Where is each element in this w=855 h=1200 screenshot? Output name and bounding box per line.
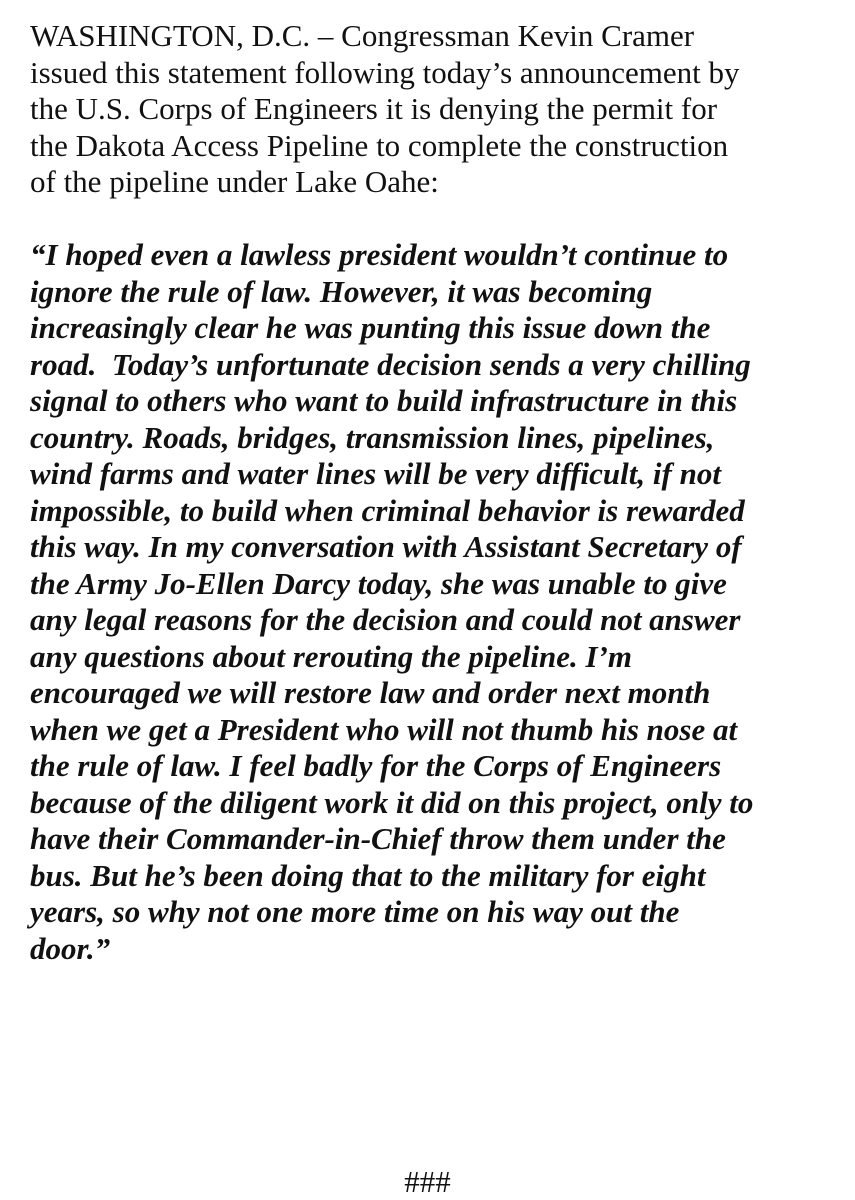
intro-line: the U.S. Corps of Engineers it is denying the permit for: [30, 91, 718, 126]
quote-line: because of the diligent work it did on this project, only to: [30, 784, 754, 820]
intro-paragraph: [30, 18, 830, 201]
intro-line: WASHINGTON, D.C. – Congressman Kevin Cramer: [30, 18, 695, 53]
statement-quote: [30, 237, 830, 967]
quote-line: bus. But he’s been doing that to the military for eight: [30, 857, 706, 893]
quote-line: the rule of law. I feel badly for the Corps of Engineers: [30, 748, 722, 783]
quote-line: increasingly clear he was punting this issue down the: [30, 310, 711, 345]
quote-line: this way. In my conversation with Assistant Secretary of: [30, 529, 742, 564]
intro-line: the Dakota Access Pipeline to complete the construction: [30, 127, 729, 163]
quote-line: when we get a President who will not thumb his nose at: [30, 711, 738, 747]
quote-line: years, so why not one more time on his way out the: [30, 894, 680, 929]
quote-line: “I hoped even a lawless president wouldn’t continue to: [30, 237, 729, 272]
quote-line: door.”: [30, 930, 111, 966]
quote-line: any questions about rerouting the pipeline. I’m: [30, 638, 633, 674]
quote-line: encouraged we will restore law and order next month: [30, 675, 711, 710]
quote-line: road. Today’s unfortunate decision sends a very chilling: [30, 346, 751, 382]
quote-line: have their Commander-in-Chief throw them under the: [30, 821, 726, 856]
quote-line: any legal reasons for the decision and could not answer: [30, 602, 741, 637]
quote-line: signal to others who want to build infrastructure in this: [30, 383, 738, 418]
quote-line: the Army Jo-Ellen Darcy today, she was unable to give: [30, 565, 727, 601]
intro-line: issued this statement following today’s announcement by: [30, 54, 740, 90]
quote-line: ignore the rule of law. However, it was becoming: [30, 273, 653, 309]
end-of-release-mark: ###: [404, 1164, 451, 1199]
press-release-body: [30, 18, 830, 967]
quote-line: wind farms and water lines will be very difficult, if not: [30, 456, 721, 491]
quote-line: impossible, to build when criminal behavior is rewarded: [30, 492, 745, 528]
quote-line: country. Roads, bridges, transmission lines, pipelines,: [30, 419, 715, 455]
intro-line: of the pipeline under Lake Oahe:: [30, 164, 439, 199]
